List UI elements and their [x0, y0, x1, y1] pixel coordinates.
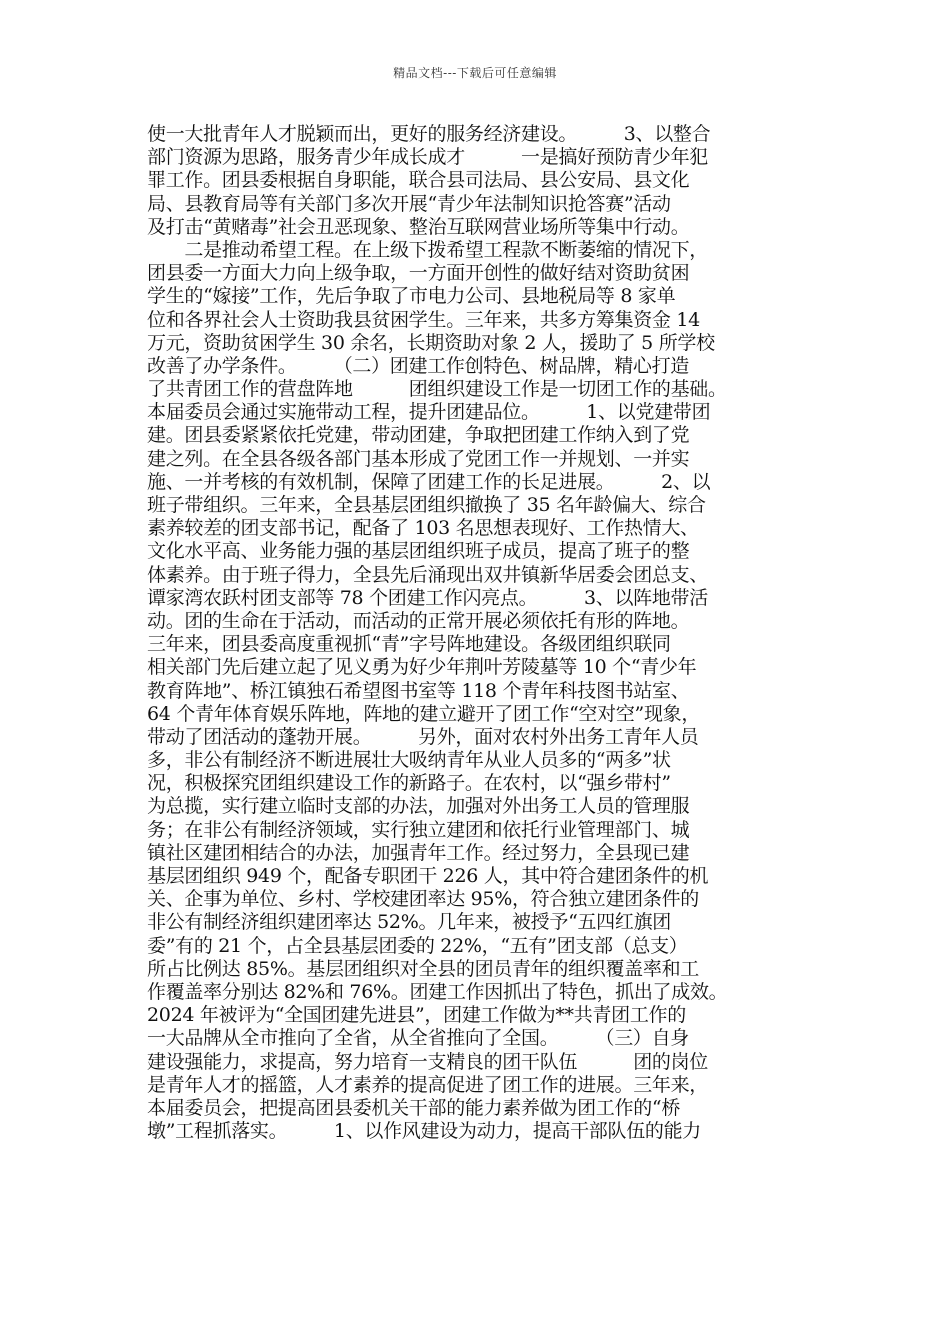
text-line: 局、县教育局等有关部门多次开展“青少年法制知识抢答赛”活动 — [147, 192, 671, 215]
text-line: 素养较差的团支部书记，配备了 103 名思想表现好、工作热情大、 — [147, 517, 699, 540]
document-body — [147, 123, 823, 1143]
text-line: 本届委员会，把提高团县委机关干部的能力素养做为团工作的“桥 — [147, 1096, 681, 1119]
text-line: 2024 年被评为“全国团建先进县”，团建工作做为**共青团工作的 — [147, 1004, 686, 1027]
text-line: 施、一并考核的有效机制，保障了团建工作的长足进展。 2、以 — [147, 470, 711, 493]
text-line: 带动了团活动的蓬勃开展。 另外，面对农村外出务工青年人员 — [147, 725, 699, 748]
text-line: 部门资源为思路，服务青少年成长成才 一是搞好预防青少年犯 — [147, 146, 709, 169]
text-line: 墩”工程抓落实。 1、以作风建设为动力，提高干部队伍的能力 — [147, 1120, 702, 1143]
text-line: 64 个青年体育娱乐阵地，阵地的建立避开了团工作“空对空”现象， — [147, 702, 701, 725]
page-header: 精品文档---下载后可任意编辑 — [393, 66, 557, 80]
text-line: 相关部门先后建立起了见义勇为好少年荆叶芳陵墓等 10 个“青少年 — [147, 656, 697, 679]
text-line: 文化水平高、业务能力强的基层团组织班子成员，提高了班子的整 — [147, 540, 690, 563]
text-line: 所占比例达 85%。基层团组织对全县的团员青年的组织覆盖率和工 — [147, 957, 699, 980]
text-line: 基层团组织 949 个，配备专职团干 226 人，其中符合建团条件的机 — [147, 865, 709, 887]
text-line: 改善了办学条件。 （二）团建工作创特色、树品牌，精心打造 — [147, 354, 690, 377]
text-line: 三年来，团县委高度重视抓“青”字号阵地建设。各级团组织联同 — [147, 633, 671, 656]
text-line: 建设强能力，求提高，努力培育一支精良的团干队伍 团的岗位 — [147, 1050, 709, 1073]
text-line: 镇社区建团相结合的办法，加强青年工作。经过努力，全县现已建 — [147, 841, 690, 864]
text-line: 况，积极探究团组织建设工作的新路子。在农村，以“强乡带村” — [147, 772, 671, 795]
text-line: 教育阵地”、桥江镇独石希望图书室等 118 个青年科技图书站室、 — [147, 679, 690, 702]
text-line: 委”有的 21 个，占全县基层团委的 22%，“五有”团支部（总支） — [147, 934, 688, 957]
text-line: 及打击“黄赌毒”社会丑恶现象、整治互联网营业场所等集中行动。 — [147, 215, 690, 238]
text-line: 建之列。在全县各级各部门基本形成了党团工作一并规划、一并实 — [147, 447, 690, 470]
text-line: 班子带组织。三年来，全县基层团组织撤换了 35 名年龄偏大、综合 — [147, 494, 706, 516]
text-line: 了共青团工作的营盘阵地 团组织建设工作是一切团工作的基础。 — [147, 378, 727, 401]
text-line: 谭家湾农跃村团支部等 78 个团建工作闪亮点。 3、以阵地带活 — [147, 586, 708, 609]
text-line: 体素养。由于班子得力，全县先后涌现出双井镇新华居委会团总支、 — [147, 563, 709, 586]
text-line: 多，非公有制经济不断进展壮大吸纳青年从业人员多的“两多”状 — [147, 749, 671, 772]
text-line: 关、企事为单位、乡村、学校建团率达 95%，符合独立建团条件的 — [147, 888, 699, 911]
text-line: 二是推动希望工程。在上级下拨希望工程款不断萎缩的情况下， — [147, 238, 709, 261]
text-line: 一大品牌从全市推向了全省，从全省推向了全国。 （三）自身 — [147, 1027, 690, 1050]
text-line: 建。团县委紧紧依托党建，带动团建，争取把团建工作纳入到了党 — [147, 424, 690, 447]
text-line: 团县委一方面大力向上级争取，一方面开创性的做好结对资助贫困 — [147, 262, 690, 285]
text-line: 本届委员会通过实施带动工程，提升团建品位。 1、以党建带团 — [147, 401, 711, 424]
text-line: 非公有制经济组织建团率达 52%。几年来，被授予“五四红旗团 — [147, 911, 671, 934]
text-line: 使一大批青年人才脱颖而出，更好的服务经济建设。 3、以整合 — [147, 123, 711, 145]
text-line: 位和各界社会人士资助我县贫困学生。三年来，共多方筹集资金 14 — [147, 308, 700, 331]
text-line: 是青年人才的摇篮，人才素养的提高促进了团工作的进展。三年来， — [147, 1073, 709, 1096]
text-line: 动。团的生命在于活动，而活动的正常开展必须依托有形的阵地。 — [147, 609, 690, 632]
text-line: 为总揽，实行建立临时支部的办法，加强对外出务工人员的管理服 — [147, 795, 690, 818]
text-line: 作覆盖率分别达 82%和 76%。团建工作因抓出了特色，抓出了成效。 — [147, 980, 728, 1003]
text-line: 务；在非公有制经济领域，实行独立建团和依托行业管理部门、城 — [147, 818, 690, 841]
text-line: 万元，资助贫困学生 30 余名，长期资助对象 2 人，援助了 5 所学校 — [147, 331, 715, 354]
text-line: 学生的“嫁接”工作，先后争取了市电力公司、县地税局等 8 家单 — [147, 285, 676, 308]
text-line: 罪工作。团县委根据自身职能，联合县司法局、县公安局、县文化 — [147, 169, 690, 192]
